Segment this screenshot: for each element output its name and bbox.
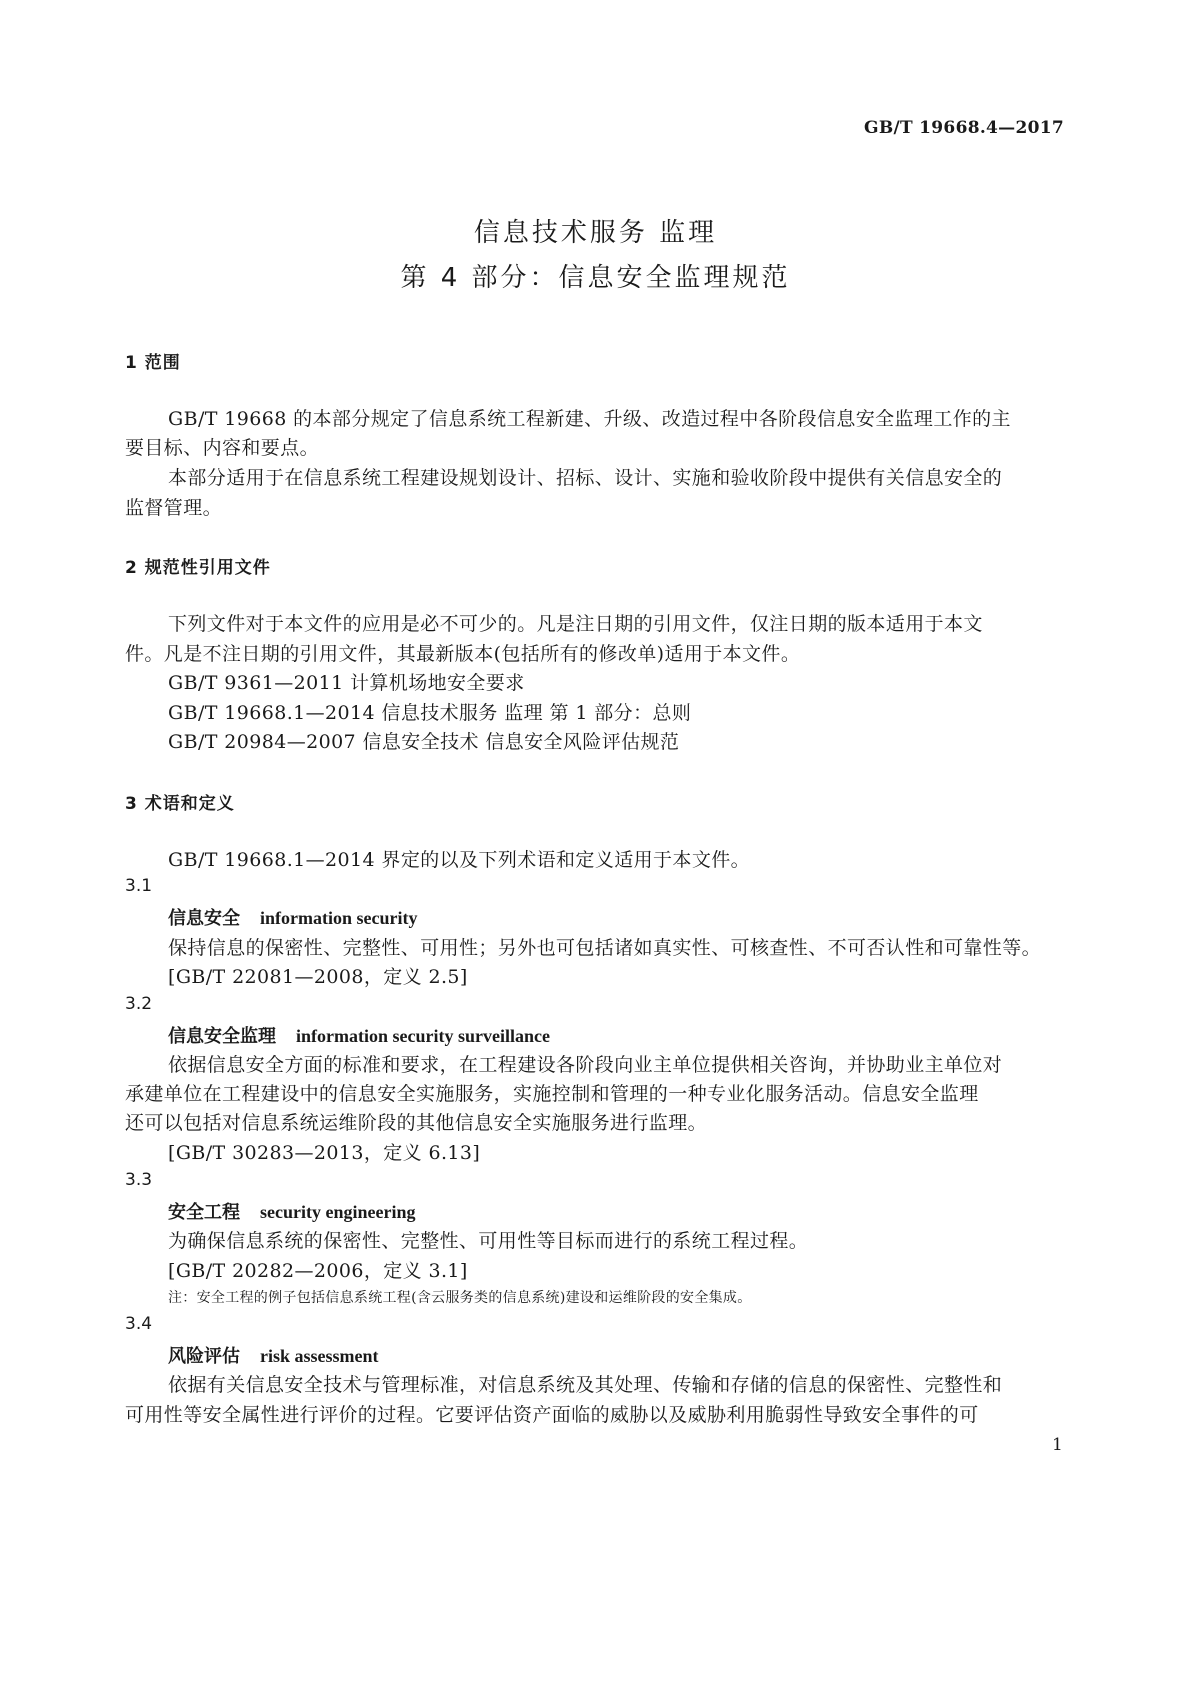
term-3-3-number: 3.3: [125, 1170, 153, 1190]
section-3-heading: 3 术语和定义: [125, 794, 235, 814]
reference-item: GB/T 9361—2011 计算机场地安全要求: [168, 672, 525, 694]
term-3-2-title: [168, 1022, 550, 1048]
term-3-4-zh: 风险评估: [168, 1346, 240, 1367]
reference-item: GB/T 19668.1—2014 信息技术服务 监理 第 1 部分：总则: [168, 702, 692, 724]
term-3-3-zh: 安全工程: [168, 1202, 240, 1223]
term-3-1-en: information security: [260, 908, 418, 928]
term-3-4-title: [168, 1342, 379, 1368]
term-3-3-title: [168, 1198, 415, 1224]
document-title-line2: 第 4 部分：信息安全监理规范: [400, 263, 791, 293]
term-3-1-source: [GB/T 22081—2008，定义 2.5]: [168, 966, 468, 988]
section-3-intro: GB/T 19668.1—2014 界定的以及下列术语和定义适用于本文件。: [168, 849, 751, 871]
term-3-3-source: [GB/T 20282—2006，定义 3.1]: [168, 1260, 468, 1282]
section-1-para2-line2: 监督管理。: [125, 497, 223, 519]
term-3-1-title: [168, 904, 417, 930]
term-3-1-zh: 信息安全: [168, 908, 240, 929]
section-1-para1-line2: 要目标、内容和要点。: [125, 437, 320, 459]
section-2-heading: 2 规范性引用文件: [125, 558, 271, 578]
term-3-2-definition-line2: 承建单位在工程建设中的信息安全实施服务，实施控制和管理的一种专业化服务活动。信息安全监理: [125, 1083, 979, 1105]
term-3-2-definition-line3: 还可以包括对信息系统运维阶段的其他信息安全实施服务进行监理。: [125, 1112, 708, 1134]
standard-number: GB/T 19668.4—2017: [864, 118, 1064, 138]
term-3-4-number: 3.4: [125, 1314, 153, 1334]
reference-item: GB/T 20984—2007 信息安全技术 信息安全风险评估规范: [168, 731, 680, 753]
term-3-2-source: [GB/T 30283—2013，定义 6.13]: [168, 1142, 481, 1164]
term-3-1-number: 3.1: [125, 876, 153, 896]
term-3-2-en: information security surveillance: [296, 1026, 550, 1046]
term-3-3-definition: 为确保信息系统的保密性、完整性、可用性等目标而进行的系统工程过程。: [168, 1230, 809, 1252]
term-3-4-en: risk assessment: [260, 1346, 379, 1366]
term-3-2-number: 3.2: [125, 994, 153, 1014]
term-3-3-note: 注：安全工程的例子包括信息系统工程(含云服务类的信息系统)建设和运维阶段的安全集成。: [168, 1290, 752, 1306]
section-1-para2-line1: 本部分适用于在信息系统工程建设规划设计、招标、设计、实施和验收阶段中提供有关信息安全的: [168, 467, 1003, 489]
section-1-heading: 1 范围: [125, 353, 181, 373]
section-2-para1-line1: 下列文件对于本文件的应用是必不可少的。凡是注日期的引用文件，仅注日期的版本适用于本文: [168, 613, 983, 635]
term-3-4-definition-line1: 依据有关信息安全技术与管理标准，对信息系统及其处理、传输和存储的信息的保密性、完整性和: [168, 1374, 1003, 1396]
term-3-1-definition: 保持信息的保密性、完整性、可用性；另外也可包括诸如真实性、可核查性、不可否认性和可靠性等。: [168, 937, 1042, 959]
document-title-line1: 信息技术服务 监理: [473, 218, 718, 248]
page-number: 1: [1052, 1435, 1063, 1455]
term-3-4-definition-line2: 可用性等安全属性进行评价的过程。它要评估资产面临的威胁以及威胁利用脆弱性导致安全事件的可: [125, 1404, 979, 1426]
section-2-para1-line2: 件。凡是不注日期的引用文件，其最新版本(包括所有的修改单)适用于本文件。: [125, 643, 801, 665]
term-3-3-en: security engineering: [260, 1202, 416, 1222]
term-3-2-zh: 信息安全监理: [168, 1026, 276, 1047]
section-1-para1-line1: GB/T 19668 的本部分规定了信息系统工程新建、升级、改造过程中各阶段信息安全监理工作的主: [168, 408, 1011, 430]
term-3-2-definition-line1: 依据信息安全方面的标准和要求，在工程建设各阶段向业主单位提供相关咨询，并协助业主单位对: [168, 1054, 1003, 1076]
